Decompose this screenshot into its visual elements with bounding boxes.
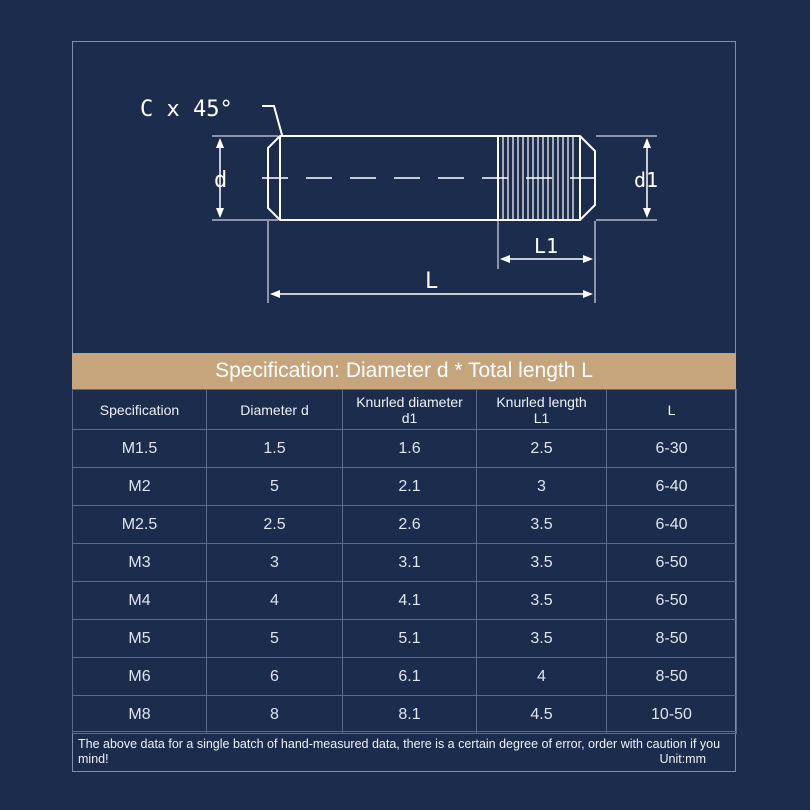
cell-diameter: 8 <box>207 696 343 734</box>
header-specification: Specification <box>73 390 207 430</box>
d1-label: d1 <box>634 168 659 192</box>
cell-knurled-length: 3.5 <box>477 506 607 544</box>
table-row <box>73 658 737 696</box>
cell-diameter: 5 <box>207 620 343 658</box>
spec-banner: Specification: Diameter d * Total length L <box>72 353 736 389</box>
cell-diameter: 2.5 <box>207 506 343 544</box>
cell-knurled-diameter: 8.1 <box>343 696 477 734</box>
chamfer-leader <box>262 106 282 135</box>
table-row <box>73 582 737 620</box>
cell-knurled-length: 3.5 <box>477 544 607 582</box>
cell-knurled-length: 3 <box>477 468 607 506</box>
table-row <box>73 696 737 734</box>
footer-note <box>72 731 736 772</box>
table-row <box>73 468 737 506</box>
d-label: d <box>214 168 228 193</box>
cell-spec: M4 <box>73 582 207 620</box>
cell-diameter: 4 <box>207 582 343 620</box>
cell-knurled-diameter: 1.6 <box>343 430 477 468</box>
cell-spec: M8 <box>73 696 207 734</box>
l1-label: L1 <box>534 234 559 258</box>
header-knurled-diameter: Knurled diameter d1 <box>343 390 477 430</box>
knurl-texture <box>503 137 573 219</box>
cell-length: 6-30 <box>607 430 737 468</box>
chamfer-label: C x 45° <box>140 97 233 122</box>
cell-knurled-diameter: 4.1 <box>343 582 477 620</box>
disclaimer-text: The above data for a single batch of hand-measured data, there is a certain degree of error, order with caution if you mind! <box>78 737 721 766</box>
l-label: L <box>425 269 439 294</box>
cell-length: 6-40 <box>607 506 737 544</box>
cell-spec: M2.5 <box>73 506 207 544</box>
cell-length: 6-40 <box>607 468 737 506</box>
cell-knurled-diameter: 2.1 <box>343 468 477 506</box>
spec-table <box>72 389 737 734</box>
cell-spec: M6 <box>73 658 207 696</box>
cell-spec: M1.5 <box>73 430 207 468</box>
cell-knurled-diameter: 2.6 <box>343 506 477 544</box>
cell-knurled-length: 4.5 <box>477 696 607 734</box>
cell-length: 8-50 <box>607 658 737 696</box>
cell-knurled-length: 3.5 <box>477 620 607 658</box>
header-total-length: L <box>607 390 737 430</box>
cell-knurled-length: 4 <box>477 658 607 696</box>
table-row <box>73 506 737 544</box>
cell-spec: M2 <box>73 468 207 506</box>
cell-diameter: 6 <box>207 658 343 696</box>
cell-length: 6-50 <box>607 582 737 620</box>
cell-diameter: 5 <box>207 468 343 506</box>
pin-technical-drawing <box>72 41 736 353</box>
cell-length: 8-50 <box>607 620 737 658</box>
cell-spec: M5 <box>73 620 207 658</box>
cell-knurled-diameter: 6.1 <box>343 658 477 696</box>
unit-label: Unit:mm <box>659 752 706 766</box>
cell-length: 10-50 <box>607 696 737 734</box>
table-header-row <box>73 390 737 430</box>
header-knurled-length: Knurled length L1 <box>477 390 607 430</box>
table-row <box>73 620 737 658</box>
cell-knurled-length: 2.5 <box>477 430 607 468</box>
cell-spec: M3 <box>73 544 207 582</box>
cell-diameter: 3 <box>207 544 343 582</box>
cell-diameter: 1.5 <box>207 430 343 468</box>
header-diameter-d: Diameter d <box>207 390 343 430</box>
cell-knurled-length: 3.5 <box>477 582 607 620</box>
table-row <box>73 430 737 468</box>
cell-length: 6-50 <box>607 544 737 582</box>
cell-knurled-diameter: 5.1 <box>343 620 477 658</box>
cell-knurled-diameter: 3.1 <box>343 544 477 582</box>
table-row <box>73 544 737 582</box>
